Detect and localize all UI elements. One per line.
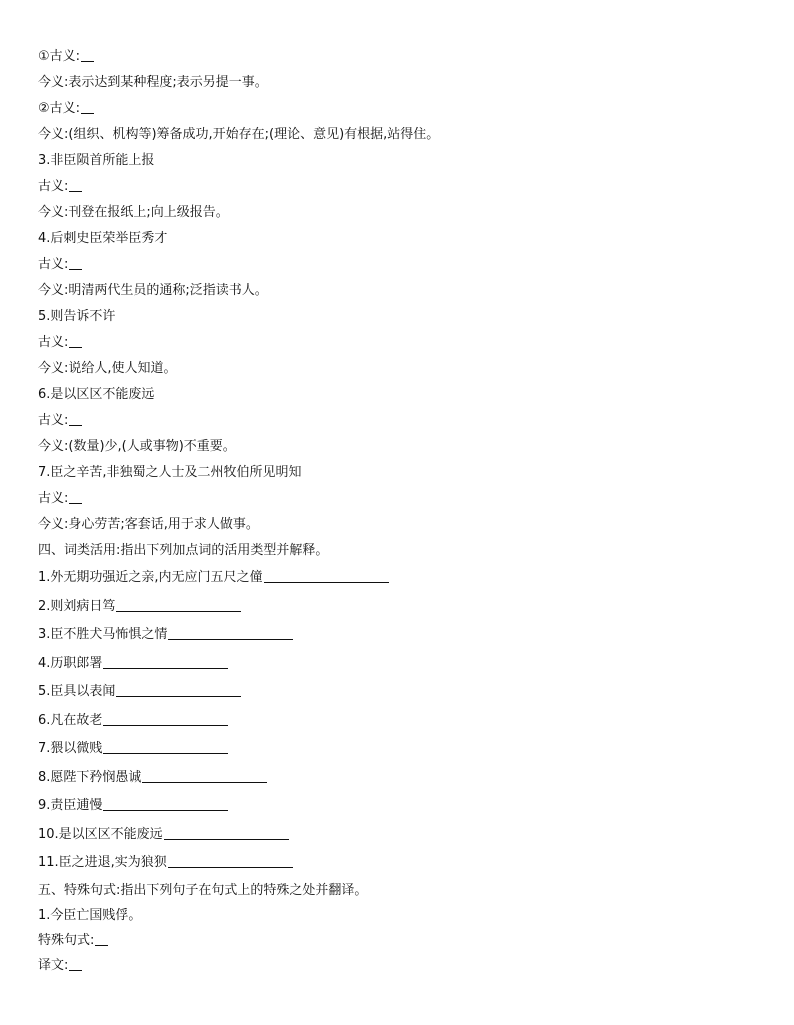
answer-blank[interactable] — [264, 568, 389, 583]
line-18: 古义: — [38, 486, 758, 512]
line-5: 3.非臣陨首所能上报 — [38, 153, 155, 168]
line-2: 今义:表示达到某种程度;表示另提一事。 — [38, 75, 268, 90]
question-row: 4.历职郎署 — [38, 650, 758, 679]
answer-blank[interactable] — [168, 625, 293, 640]
question-row: 8.愿陛下矜悯愚诚 — [38, 764, 758, 793]
worksheet-page — [38, 44, 758, 978]
line-35: 译文: — [38, 953, 758, 978]
line-15: 古义: — [38, 408, 758, 434]
question-row: 6.凡在故老 — [38, 707, 758, 736]
answer-blank[interactable] — [103, 739, 228, 754]
question-row: 10.是以区区不能废远 — [38, 821, 758, 850]
answer-blank[interactable] — [69, 411, 82, 426]
question-row: 5.臣具以表闻 — [38, 678, 758, 707]
section-4-heading: 四、词类活用:指出下列加点词的活用类型并解释。 — [38, 543, 329, 558]
question-row: 3.臣不胜犬马怖惧之情 — [38, 621, 758, 650]
answer-blank[interactable] — [116, 597, 241, 612]
line-10: 今义:明清两代生员的通称;泛指读书人。 — [38, 283, 268, 298]
answer-blank[interactable] — [103, 654, 228, 669]
answer-blank[interactable] — [81, 47, 94, 62]
line-11: 5.则告诉不许 — [38, 309, 116, 324]
question-row: 11.臣之进退,实为狼狈 — [38, 849, 758, 878]
line-1: ①古义: — [38, 44, 758, 70]
question-row: 7.猥以微贱 — [38, 735, 758, 764]
line-16: 今义:(数量)少,(人或事物)不重要。 — [38, 439, 236, 454]
question-row: 9.责臣逋慢 — [38, 792, 758, 821]
answer-blank[interactable] — [81, 99, 94, 114]
line-7: 今义:刊登在报纸上;向上级报告。 — [38, 205, 229, 220]
answer-blank[interactable] — [95, 931, 108, 946]
answer-blank[interactable] — [168, 853, 293, 868]
line-13: 今义:说给人,使人知道。 — [38, 361, 177, 376]
answer-blank[interactable] — [69, 956, 82, 971]
answer-blank[interactable] — [69, 333, 82, 348]
line-34: 特殊句式: — [38, 928, 758, 953]
line-9: 古义: — [38, 252, 758, 278]
question-row: 1.外无期功强近之亲,内无应门五尺之僮 — [38, 564, 758, 593]
answer-blank[interactable] — [164, 825, 289, 840]
line-33: 1.今臣亡国贱俘。 — [38, 907, 142, 923]
question-row: 2.则刘病日笃 — [38, 593, 758, 622]
line-12: 古义: — [38, 330, 758, 356]
answer-blank[interactable] — [103, 711, 228, 726]
answer-blank[interactable] — [142, 768, 267, 783]
section-5-heading: 五、特殊句式:指出下列句子在句式上的特殊之处并翻译。 — [38, 882, 368, 898]
answer-blank[interactable] — [69, 177, 82, 192]
line-4: 今义:(组织、机构等)筹备成功,开始存在;(理论、意见)有根据,站得住。 — [38, 127, 440, 142]
line-8: 4.后刺史臣荣举臣秀才 — [38, 231, 168, 246]
answer-blank[interactable] — [69, 255, 82, 270]
line-19: 今义:身心劳苦;客套话,用于求人做事。 — [38, 517, 259, 532]
answer-blank[interactable] — [69, 489, 82, 504]
line-14: 6.是以区区不能废远 — [38, 387, 155, 402]
line-17: 7.臣之辛苦,非独蜀之人士及二州牧伯所见明知 — [38, 465, 302, 480]
line-3: ②古义: — [38, 96, 758, 122]
answer-blank[interactable] — [116, 682, 241, 697]
answer-blank[interactable] — [103, 796, 228, 811]
line-6: 古义: — [38, 174, 758, 200]
